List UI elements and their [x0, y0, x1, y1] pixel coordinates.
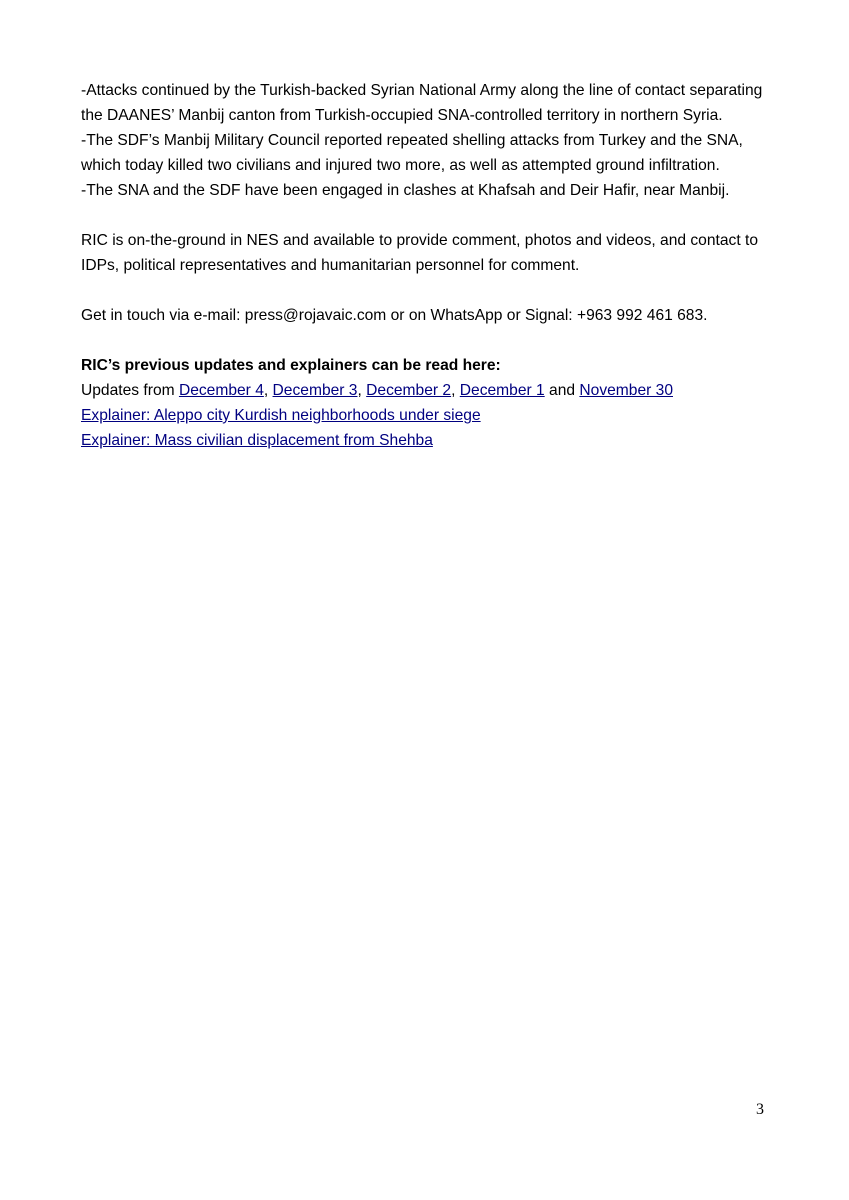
link-december-4[interactable]: December 4: [178, 382, 264, 399]
bullet-attacks: -Attacks continued by the Turkish-backed Syrian National Army along the line of contact separating the DAANES’ Manbij canton from Turkish-occupied SNA-controlled territory in northern Syria.: [81, 82, 763, 124]
explainer-line-2: [81, 428, 781, 453]
link-december-3[interactable]: December 3: [272, 382, 358, 399]
contact-paragraph: Get in touch via e-mail: press@rojavaic.com or on WhatsApp or Signal: +963 992 461 683.: [81, 307, 708, 324]
link-december-2[interactable]: December 2: [366, 382, 452, 399]
page-number: 3: [756, 1101, 764, 1118]
link-separator: ,: [357, 382, 367, 399]
link-separator: ,: [263, 382, 273, 399]
ric-availability-paragraph: RIC is on-the-ground in NES and available to provide comment, photos and videos, and contact to IDPs, political representatives and humanitarian personnel for comment.: [81, 232, 758, 274]
and-text: and: [544, 382, 580, 399]
paragraph-spacer: [81, 203, 781, 228]
previous-updates-heading: RIC’s previous updates and explainers can be read here:: [81, 357, 501, 374]
link-separator: ,: [451, 382, 460, 399]
bullet-clashes: -The SNA and the SDF have been engaged in clashes at Khafsah and Deir Hafir, near Manbij.: [81, 182, 730, 199]
bullet-shelling: -The SDF’s Manbij Military Council reported repeated shelling attacks from Turkey and the SNA, which today killed two civilians and injured two more, as well as attempted ground infiltration.: [81, 132, 743, 174]
updates-prefix: Updates from: [81, 382, 179, 399]
link-explainer-aleppo[interactable]: Explainer: Aleppo city Kurdish neighborhoods under siege: [81, 407, 481, 424]
paragraph-spacer: [81, 328, 781, 353]
link-explainer-shehba[interactable]: Explainer: Mass civilian displacement from Shehba: [81, 432, 433, 449]
explainer-line-1: [81, 403, 781, 428]
link-november-30[interactable]: November 30: [579, 382, 673, 399]
link-december-1[interactable]: December 1: [459, 382, 545, 399]
updates-line: [81, 378, 781, 403]
page-content: [81, 78, 781, 453]
paragraph-spacer: [81, 278, 781, 303]
